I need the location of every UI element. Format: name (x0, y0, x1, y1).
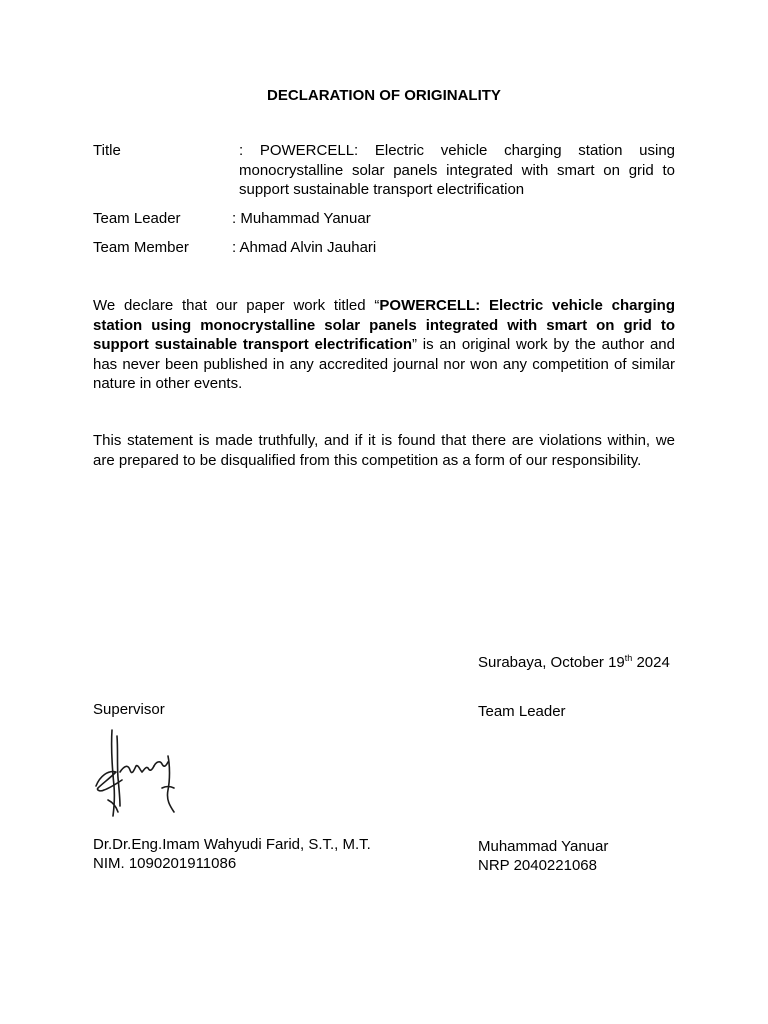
field-row-title (93, 141, 675, 201)
field-value-title (239, 141, 675, 200)
supervisor-id: NIM. 1090201911086 (93, 855, 237, 872)
place-date-year: 2024 (632, 654, 670, 671)
field-value-team-leader: : Muhammad Yanuar (232, 210, 371, 227)
field-title-text: POWERCELL: Electric vehicle charging station using monocrystalline solar panels integrated with smart on grid to support sustainable transport electrification (239, 142, 675, 198)
supervisor-role: Supervisor (93, 701, 165, 718)
declaration-bold-title: POWERCELL: Electric vehicle charging station using monocrystalline solar panels integrated with smart on grid to support sustainable transport electrification (93, 297, 675, 353)
statement-paragraph: This statement is made truthfully, and if it is found that there are violations within, we are prepared to be disqualified from this competition as a form of our responsibility. (93, 432, 675, 469)
field-value-team-member: : Ahmad Alvin Jauhari (232, 239, 377, 256)
field-row-team-leader (93, 209, 675, 229)
field-colon: : (239, 142, 244, 159)
team-leader-role: Team Leader (478, 703, 566, 720)
field-label-team-leader: Team Leader (93, 210, 181, 227)
field-label-title: Title (93, 142, 121, 159)
declaration-rest: ” is an original work by the author and has never been published in any accredited journal nor won any competition of similar nature in other events. (93, 336, 675, 392)
document-heading: DECLARATION OF ORIGINALITY (267, 87, 501, 104)
date-ordinal-suffix: th (624, 653, 633, 663)
field-row-team-member (93, 238, 675, 258)
supervisor-signature (90, 726, 182, 818)
declaration-paragraph (93, 296, 675, 394)
field-label-team-member: Team Member (93, 239, 189, 256)
supervisor-name: Dr.Dr.Eng.Imam Wahyudi Farid, S.T., M.T. (93, 836, 371, 853)
team-leader-name: Muhammad Yanuar (478, 838, 609, 855)
declaration-intro: We declare that our paper work titled “ (93, 297, 380, 314)
place-date-prefix: Surabaya, October 19 (478, 654, 625, 671)
place-date (478, 653, 670, 672)
team-leader-id: NRP 2040221068 (478, 857, 597, 874)
